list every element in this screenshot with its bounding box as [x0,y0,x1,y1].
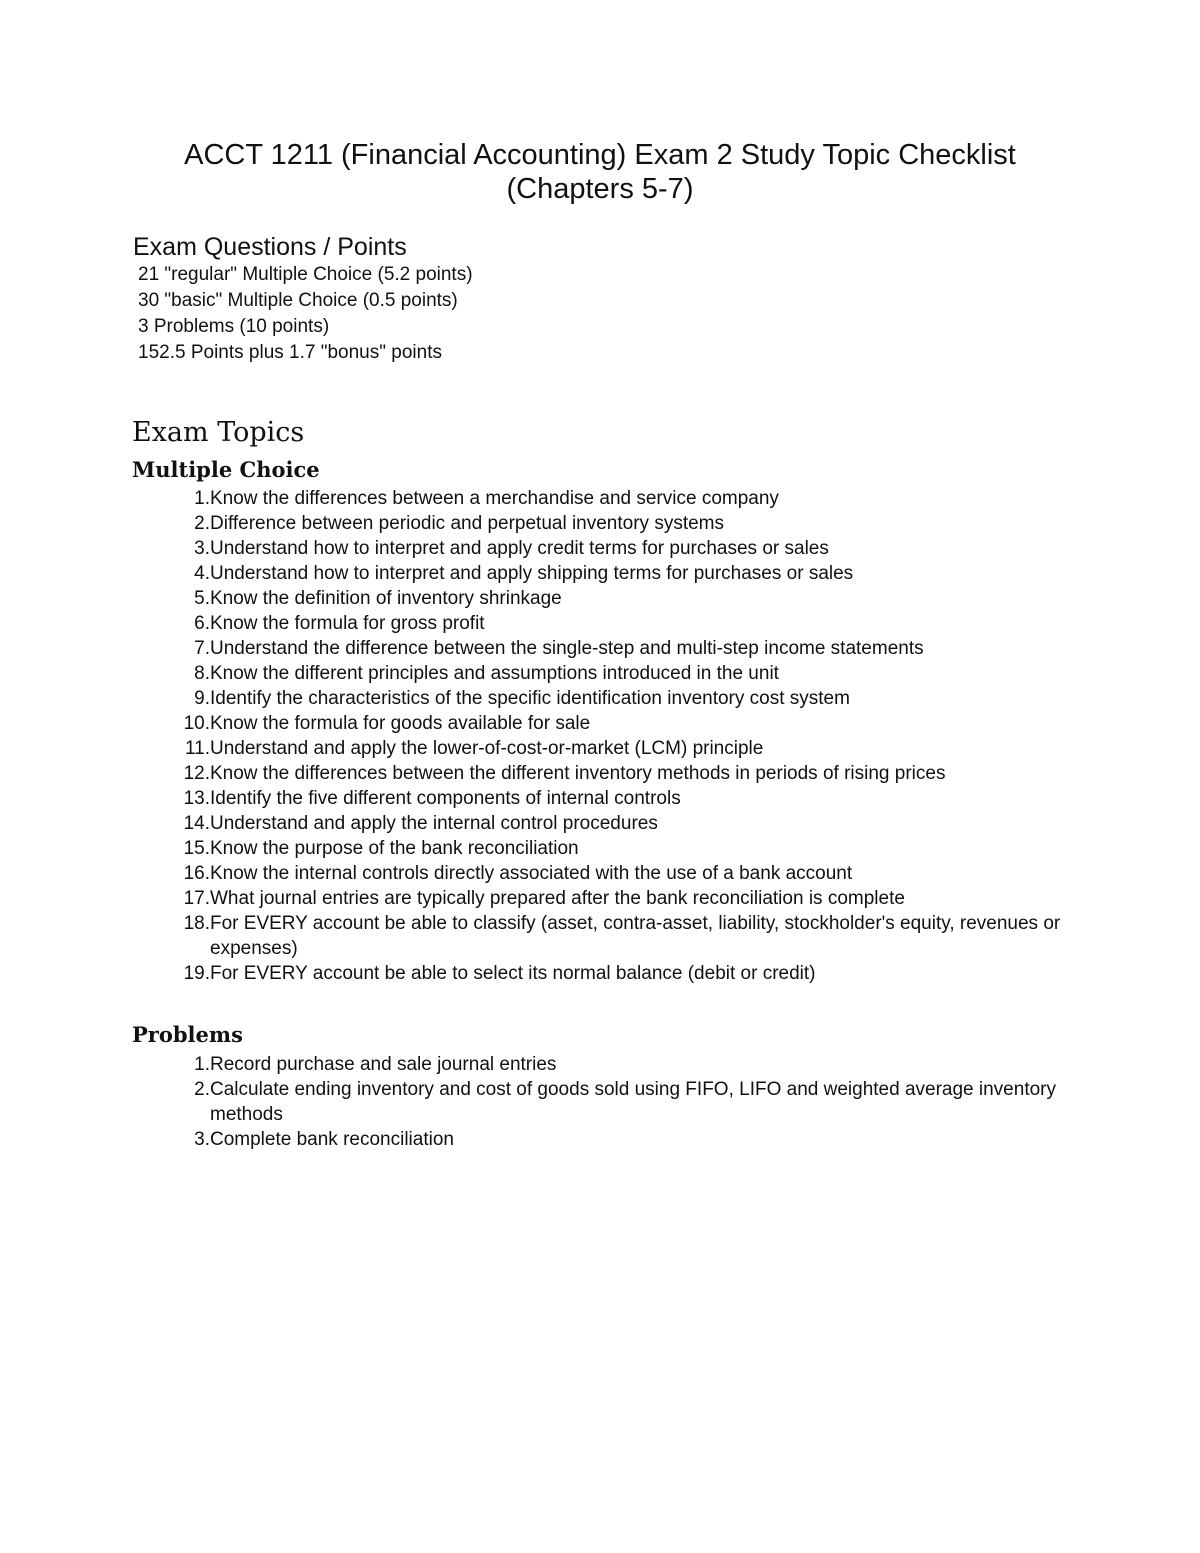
list-item [165,1052,1065,1077]
multiple-choice-list [165,486,1065,986]
list-item [165,836,1065,861]
list-item [165,786,1065,811]
list-number: 13. [183,788,210,809]
list-text: Understand how to interpret and apply credit terms for purchases or sales [210,538,829,559]
list-item [165,761,1065,786]
list-number: 14. [183,813,210,834]
list-number: 12. [183,763,210,784]
list-item [165,886,1065,911]
list-number: 5. [194,588,210,609]
list-number: 2. [194,1079,210,1100]
list-text: What journal entries are typically prepared after the bank reconciliation is complete [210,888,905,909]
list-number: 9. [194,688,210,709]
list-text: Know the differences between a merchandise and service company [210,488,779,509]
list-item [165,711,1065,736]
list-number: 11. [184,738,210,759]
list-number: 18. [183,913,210,934]
list-item [165,561,1065,586]
list-text: Know the purpose of the bank reconciliation [210,838,579,859]
list-text: Calculate ending inventory and cost of goods sold using FIFO, LIFO and weighted average inventory methods [210,1079,1056,1125]
list-number: 17. [183,888,210,909]
exam-questions-list [138,262,473,366]
list-number: 15. [183,838,210,859]
list-number: 2. [194,513,210,534]
list-text: Know the different principles and assumptions introduced in the unit [210,663,779,684]
list-text: Know the differences between the different inventory methods in periods of rising prices [210,763,946,784]
list-item [165,736,1065,761]
list-number: 3. [194,1129,210,1150]
document-title [0,138,1200,206]
problems-heading: Problems [132,1022,243,1047]
list-item [165,661,1065,686]
list-item [165,1077,1065,1127]
list-item [165,911,1065,961]
list-number: 8. [194,663,210,684]
list-number: 10. [183,713,210,734]
list-text: Complete bank reconciliation [210,1129,454,1150]
list-text: Know the formula for gross profit [210,613,485,634]
list-number: 7. [194,638,210,659]
list-text: Understand the difference between the single-step and multi-step income statements [210,638,924,659]
list-item [165,1127,1065,1152]
list-number: 3. [194,538,210,559]
list-text: Know the definition of inventory shrinkage [210,588,562,609]
list-text: Difference between periodic and perpetual inventory systems [210,513,724,534]
list-text: Identify the five different components of internal controls [210,788,681,809]
list-number: 4. [194,563,210,584]
exam-topics-heading: Exam Topics [132,417,305,448]
list-number: 1. [194,1054,210,1075]
exam-question-item: 30 "basic" Multiple Choice (0.5 points) [138,290,458,311]
list-number: 6. [194,613,210,634]
exam-questions-heading: Exam Questions / Points [133,233,407,261]
list-item [165,611,1065,636]
list-item [165,536,1065,561]
list-item [165,961,1065,986]
list-item [165,861,1065,886]
list-item [165,586,1065,611]
exam-question-item: 152.5 Points plus 1.7 "bonus" points [138,342,442,363]
problems-list [165,1052,1065,1152]
list-item [165,486,1065,511]
list-text: Know the internal controls directly associated with the use of a bank account [210,863,853,884]
list-text: Understand and apply the lower-of-cost-or-market (LCM) principle [210,738,764,759]
list-number: 19. [183,963,210,984]
list-item [165,636,1065,661]
list-text: Know the formula for goods available for sale [210,713,591,734]
list-number: 16. [183,863,210,884]
title-line-2: (Chapters 5-7) [506,173,694,205]
list-text: For EVERY account be able to select its normal balance (debit or credit) [210,963,816,984]
list-text: Understand and apply the internal control procedures [210,813,658,834]
list-number: 1. [194,488,210,509]
list-text: Record purchase and sale journal entries [210,1054,557,1075]
title-line-1: ACCT 1211 (Financial Accounting) Exam 2 Study Topic Checklist [184,139,1016,171]
list-text: Understand how to interpret and apply shipping terms for purchases or sales [210,563,854,584]
list-text: Identify the characteristics of the specific identification inventory cost system [210,688,850,709]
list-item [165,686,1065,711]
multiple-choice-heading: Multiple Choice [132,457,320,482]
list-item [165,811,1065,836]
exam-question-item: 21 "regular" Multiple Choice (5.2 points) [138,264,473,285]
list-text: For EVERY account be able to classify (asset, contra-asset, liability, stockholder's equity, revenues or expenses) [210,913,1061,959]
list-item [165,511,1065,536]
exam-question-item: 3 Problems (10 points) [138,316,330,337]
